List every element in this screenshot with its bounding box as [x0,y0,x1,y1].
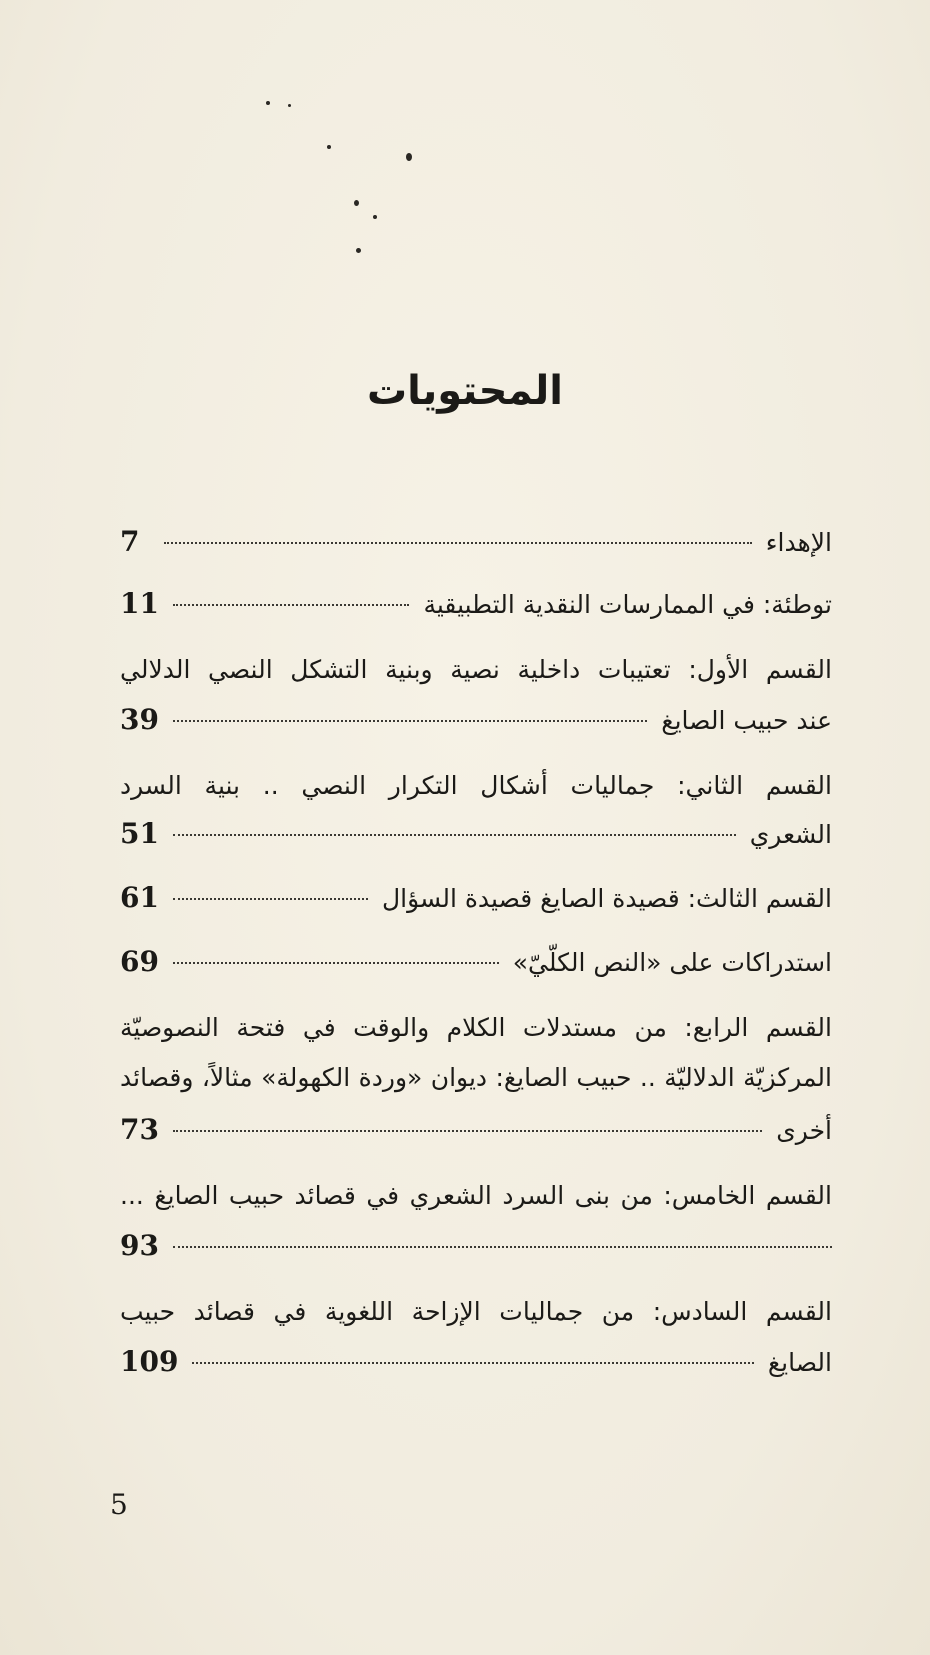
toc-entry-line [120,764,832,808]
dot-leader [192,1362,753,1364]
toc-entry-line [120,1056,832,1100]
dot-leader [173,1246,832,1248]
toc-entry-line [120,648,832,692]
ink-speck [354,200,359,206]
ink-speck [406,153,412,161]
toc-entry-title: الإهداء [765,528,832,557]
dot-leader [173,1130,762,1132]
toc-page-number: 61 [120,881,159,914]
toc-entry [120,812,832,856]
toc-entry [120,1224,832,1268]
ink-speck [288,104,291,107]
toc-entry-title: استدراكات على «النص الكلّيّ» [512,948,832,977]
toc-entry-title: المركزيّة الدلاليّة .. حبيب الصايغ: ديوان «وردة الكهولة» مثالاً، وقصائد [120,1063,832,1092]
dot-leader [173,834,736,836]
dot-leader [164,542,752,544]
toc-entry-line [120,1174,832,1218]
toc-entry-line [120,1006,832,1050]
page-title: المحتويات [366,368,563,414]
toc-page-number: 93 [120,1229,159,1262]
toc-entry [120,1108,832,1152]
dot-leader [173,898,368,900]
ink-speck [373,215,377,219]
toc-entry-title: القسم الرابع: من مستدلات الكلام والوقت في فتحة النصوصيّة [120,1013,832,1042]
toc-entry [120,940,832,984]
toc-page-number: 7 [120,525,140,558]
ink-speck [356,248,361,253]
toc-entry-title: توطئة: في الممارسات النقدية التطبيقية [423,590,832,619]
page-number: 5 [110,1488,128,1521]
toc-entry [120,698,832,742]
toc-entry-title: أخرى [776,1116,832,1145]
ink-speck [266,101,270,105]
dot-leader [173,962,499,964]
toc-entry [120,582,832,626]
ink-speck [327,145,331,149]
toc-page-number: 109 [120,1345,179,1378]
toc-entry-title: الصايغ [767,1348,832,1377]
toc-entry [120,520,832,564]
toc-entry-line [120,1290,832,1334]
toc-entry-title: القسم الأول: تعتيبات داخلية نصية وبنية التشكل النصي الدلالي [120,655,832,684]
dot-leader [173,720,647,722]
toc-page-number: 69 [120,945,159,978]
toc-page-number: 73 [120,1113,159,1146]
toc-entry-title: القسم السادس: من جماليات الإزاحة اللغوية في قصائد حبيب [120,1297,832,1326]
toc-entry-title: القسم الخامس: من بنى السرد الشعري في قصائد حبيب الصايغ ... [120,1181,832,1210]
toc-page-number: 51 [120,817,159,850]
toc-entry-title: الشعري [749,820,832,849]
toc-entry [120,1340,832,1384]
toc-entry [120,876,832,920]
toc-entry-title: عند حبيب الصايغ [661,706,832,735]
dot-leader [173,604,410,606]
toc-entry-title: القسم الثالث: قصيدة الصايغ قصيدة السؤال [382,884,832,913]
toc-page-number: 11 [120,587,159,620]
toc-entry-title: القسم الثاني: جماليات أشكال التكرار النصي .. بنية السرد [120,771,832,800]
toc-page-number: 39 [120,703,159,736]
